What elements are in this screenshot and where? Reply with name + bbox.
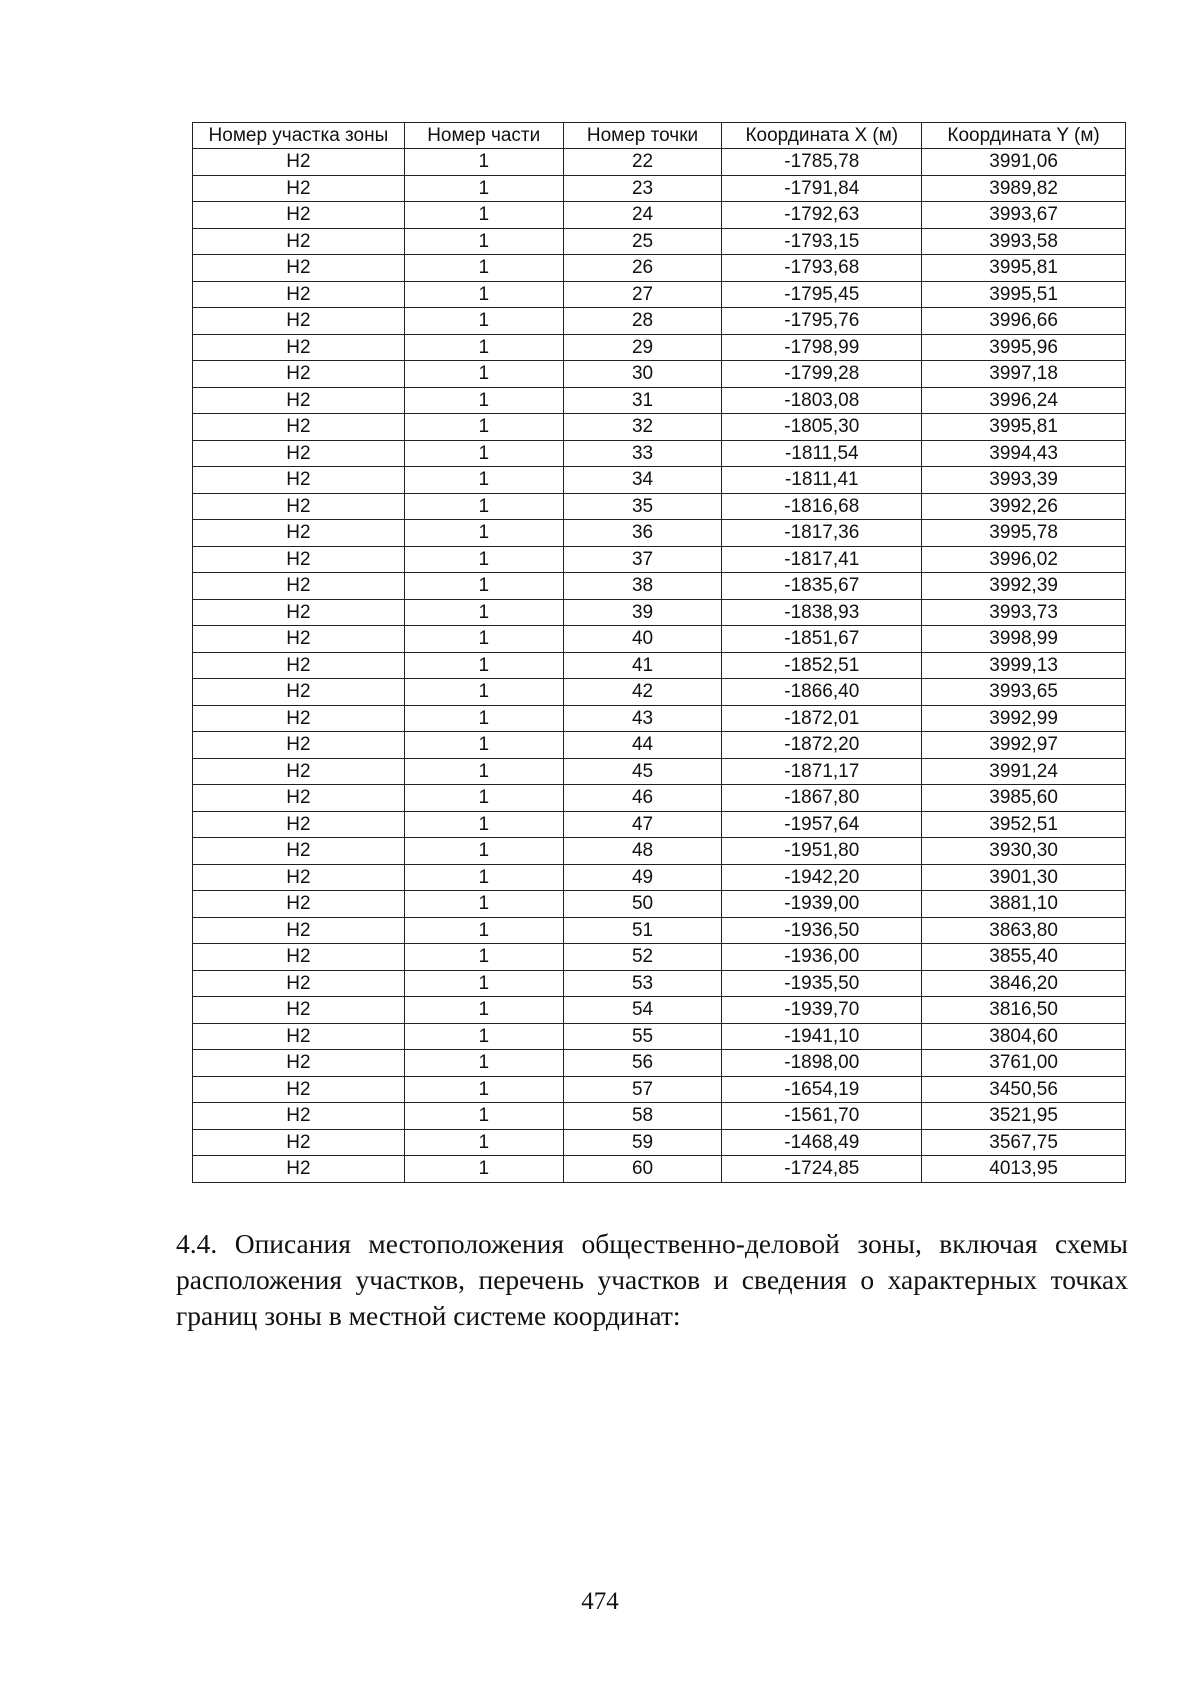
cell-zone-plot-number: Н2 (193, 520, 405, 547)
cell-coordinate-x: -1724,85 (722, 1156, 922, 1183)
cell-part-number: 1 (404, 255, 563, 282)
cell-coordinate-x: -1468,49 (722, 1129, 922, 1156)
cell-coordinate-x: -1941,10 (722, 1023, 922, 1050)
header-part-number: Номер части (404, 123, 563, 149)
cell-coordinate-y: 3804,60 (922, 1023, 1126, 1050)
section-description: 4.4. Описания местоположения общественно-деловой зоны, включая схемы расположения участков, перечень участков и сведения о характерных точках границ зоны в местной системе координат: (176, 1228, 1128, 1331)
cell-part-number: 1 (404, 785, 563, 812)
cell-coordinate-x: -1785,78 (722, 149, 922, 176)
table-row (193, 308, 1126, 335)
cell-zone-plot-number: Н2 (193, 758, 405, 785)
cell-point-number: 26 (563, 255, 722, 282)
coordinates-table (192, 122, 1126, 1183)
cell-point-number: 49 (563, 864, 722, 891)
cell-point-number: 51 (563, 917, 722, 944)
table-row (193, 1023, 1126, 1050)
cell-part-number: 1 (404, 758, 563, 785)
cell-part-number: 1 (404, 838, 563, 865)
cell-part-number: 1 (404, 705, 563, 732)
cell-coordinate-x: -1811,41 (722, 467, 922, 494)
table-row (193, 175, 1126, 202)
table-row (193, 679, 1126, 706)
cell-coordinate-y: 3996,02 (922, 546, 1126, 573)
cell-coordinate-x: -1936,50 (722, 917, 922, 944)
cell-zone-plot-number: Н2 (193, 149, 405, 176)
cell-coordinate-y: 3995,81 (922, 255, 1126, 282)
cell-coordinate-x: -1791,84 (722, 175, 922, 202)
cell-coordinate-x: -1793,68 (722, 255, 922, 282)
table-header (193, 123, 1126, 149)
cell-coordinate-y: 3995,81 (922, 414, 1126, 441)
cell-coordinate-y: 3992,97 (922, 732, 1126, 759)
table-row (193, 440, 1126, 467)
cell-coordinate-y: 3816,50 (922, 997, 1126, 1024)
header-coordinate-x: Координата X (м) (722, 123, 922, 149)
cell-coordinate-y: 3567,75 (922, 1129, 1126, 1156)
cell-part-number: 1 (404, 281, 563, 308)
cell-coordinate-x: -1838,93 (722, 599, 922, 626)
cell-zone-plot-number: Н2 (193, 626, 405, 653)
cell-coordinate-y: 3450,56 (922, 1076, 1126, 1103)
cell-coordinate-y: 3995,96 (922, 334, 1126, 361)
cell-part-number: 1 (404, 414, 563, 441)
table-row (193, 785, 1126, 812)
cell-coordinate-x: -1939,70 (722, 997, 922, 1024)
cell-point-number: 25 (563, 228, 722, 255)
table-row (193, 1050, 1126, 1077)
cell-coordinate-y: 3855,40 (922, 944, 1126, 971)
cell-coordinate-y: 3863,80 (922, 917, 1126, 944)
cell-part-number: 1 (404, 1103, 563, 1130)
cell-part-number: 1 (404, 917, 563, 944)
cell-point-number: 29 (563, 334, 722, 361)
table-row (193, 732, 1126, 759)
cell-part-number: 1 (404, 467, 563, 494)
cell-point-number: 52 (563, 944, 722, 971)
table-row (193, 1129, 1126, 1156)
cell-point-number: 31 (563, 387, 722, 414)
cell-zone-plot-number: Н2 (193, 1103, 405, 1130)
cell-zone-plot-number: Н2 (193, 997, 405, 1024)
cell-coordinate-y: 3993,65 (922, 679, 1126, 706)
cell-point-number: 36 (563, 520, 722, 547)
cell-zone-plot-number: Н2 (193, 281, 405, 308)
cell-coordinate-y: 3985,60 (922, 785, 1126, 812)
cell-part-number: 1 (404, 493, 563, 520)
table-row (193, 917, 1126, 944)
table-row (193, 149, 1126, 176)
cell-coordinate-y: 3996,24 (922, 387, 1126, 414)
cell-part-number: 1 (404, 652, 563, 679)
table-row (193, 281, 1126, 308)
table-row (193, 414, 1126, 441)
cell-part-number: 1 (404, 546, 563, 573)
table-row (193, 1076, 1126, 1103)
cell-zone-plot-number: Н2 (193, 440, 405, 467)
cell-point-number: 60 (563, 1156, 722, 1183)
cell-point-number: 56 (563, 1050, 722, 1077)
cell-coordinate-y: 3989,82 (922, 175, 1126, 202)
table-row (193, 838, 1126, 865)
cell-coordinate-y: 3761,00 (922, 1050, 1126, 1077)
cell-zone-plot-number: Н2 (193, 864, 405, 891)
cell-coordinate-y: 3996,66 (922, 308, 1126, 335)
cell-coordinate-y: 3993,39 (922, 467, 1126, 494)
cell-point-number: 32 (563, 414, 722, 441)
cell-zone-plot-number: Н2 (193, 838, 405, 865)
cell-coordinate-x: -1792,63 (722, 202, 922, 229)
cell-zone-plot-number: Н2 (193, 387, 405, 414)
cell-coordinate-y: 3901,30 (922, 864, 1126, 891)
cell-point-number: 44 (563, 732, 722, 759)
table-row (193, 573, 1126, 600)
cell-coordinate-y: 3992,39 (922, 573, 1126, 600)
cell-coordinate-x: -1935,50 (722, 970, 922, 997)
cell-coordinate-x: -1798,99 (722, 334, 922, 361)
cell-zone-plot-number: Н2 (193, 228, 405, 255)
table-row (193, 652, 1126, 679)
cell-coordinate-y: 3994,43 (922, 440, 1126, 467)
cell-coordinate-x: -1835,67 (722, 573, 922, 600)
cell-part-number: 1 (404, 149, 563, 176)
cell-coordinate-y: 4013,95 (922, 1156, 1126, 1183)
cell-part-number: 1 (404, 1023, 563, 1050)
table-row (193, 255, 1126, 282)
cell-coordinate-x: -1795,45 (722, 281, 922, 308)
table-row (193, 705, 1126, 732)
table-row (193, 811, 1126, 838)
cell-coordinate-y: 3993,73 (922, 599, 1126, 626)
cell-part-number: 1 (404, 573, 563, 600)
cell-point-number: 58 (563, 1103, 722, 1130)
cell-coordinate-y: 3521,95 (922, 1103, 1126, 1130)
table-row (193, 334, 1126, 361)
cell-point-number: 35 (563, 493, 722, 520)
cell-point-number: 43 (563, 705, 722, 732)
cell-zone-plot-number: Н2 (193, 944, 405, 971)
cell-coordinate-y: 3992,99 (922, 705, 1126, 732)
cell-zone-plot-number: Н2 (193, 652, 405, 679)
cell-coordinate-x: -1951,80 (722, 838, 922, 865)
cell-coordinate-x: -1866,40 (722, 679, 922, 706)
cell-part-number: 1 (404, 440, 563, 467)
cell-coordinate-x: -1654,19 (722, 1076, 922, 1103)
cell-part-number: 1 (404, 997, 563, 1024)
cell-part-number: 1 (404, 944, 563, 971)
cell-point-number: 23 (563, 175, 722, 202)
cell-part-number: 1 (404, 1076, 563, 1103)
cell-point-number: 34 (563, 467, 722, 494)
cell-coordinate-x: -1871,17 (722, 758, 922, 785)
cell-part-number: 1 (404, 1129, 563, 1156)
table-header-row (193, 123, 1126, 149)
table-row (193, 1103, 1126, 1130)
header-zone-plot-number: Номер участка зоны (193, 123, 405, 149)
cell-point-number: 27 (563, 281, 722, 308)
cell-point-number: 33 (563, 440, 722, 467)
cell-point-number: 39 (563, 599, 722, 626)
header-point-number: Номер точки (563, 123, 722, 149)
cell-coordinate-y: 3995,51 (922, 281, 1126, 308)
table-row (193, 864, 1126, 891)
cell-zone-plot-number: Н2 (193, 891, 405, 918)
cell-zone-plot-number: Н2 (193, 1050, 405, 1077)
cell-part-number: 1 (404, 864, 563, 891)
header-coordinate-y: Координата Y (м) (922, 123, 1126, 149)
cell-point-number: 37 (563, 546, 722, 573)
cell-coordinate-y: 3999,13 (922, 652, 1126, 679)
cell-coordinate-y: 3991,24 (922, 758, 1126, 785)
cell-coordinate-x: -1872,20 (722, 732, 922, 759)
cell-point-number: 46 (563, 785, 722, 812)
table-row (193, 970, 1126, 997)
cell-zone-plot-number: Н2 (193, 546, 405, 573)
cell-point-number: 57 (563, 1076, 722, 1103)
cell-coordinate-y: 3992,26 (922, 493, 1126, 520)
cell-part-number: 1 (404, 361, 563, 388)
cell-part-number: 1 (404, 334, 563, 361)
table-row (193, 626, 1126, 653)
cell-zone-plot-number: Н2 (193, 175, 405, 202)
cell-zone-plot-number: Н2 (193, 334, 405, 361)
cell-coordinate-y: 3993,58 (922, 228, 1126, 255)
cell-point-number: 40 (563, 626, 722, 653)
cell-zone-plot-number: Н2 (193, 467, 405, 494)
cell-part-number: 1 (404, 891, 563, 918)
cell-part-number: 1 (404, 970, 563, 997)
cell-zone-plot-number: Н2 (193, 255, 405, 282)
table-row (193, 758, 1126, 785)
table-row (193, 228, 1126, 255)
cell-coordinate-x: -1898,00 (722, 1050, 922, 1077)
cell-coordinate-y: 3930,30 (922, 838, 1126, 865)
cell-coordinate-y: 3995,78 (922, 520, 1126, 547)
table-row (193, 944, 1126, 971)
cell-coordinate-y: 3952,51 (922, 811, 1126, 838)
cell-coordinate-x: -1561,70 (722, 1103, 922, 1130)
cell-coordinate-x: -1851,67 (722, 626, 922, 653)
cell-part-number: 1 (404, 228, 563, 255)
cell-coordinate-y: 3998,99 (922, 626, 1126, 653)
cell-coordinate-x: -1799,28 (722, 361, 922, 388)
cell-point-number: 48 (563, 838, 722, 865)
cell-zone-plot-number: Н2 (193, 1023, 405, 1050)
table-row (193, 467, 1126, 494)
table-row (193, 546, 1126, 573)
table-row (193, 599, 1126, 626)
cell-part-number: 1 (404, 202, 563, 229)
cell-part-number: 1 (404, 626, 563, 653)
cell-zone-plot-number: Н2 (193, 202, 405, 229)
cell-point-number: 24 (563, 202, 722, 229)
table-row (193, 997, 1126, 1024)
cell-point-number: 28 (563, 308, 722, 335)
cell-part-number: 1 (404, 175, 563, 202)
cell-coordinate-x: -1811,54 (722, 440, 922, 467)
cell-part-number: 1 (404, 679, 563, 706)
cell-point-number: 42 (563, 679, 722, 706)
cell-coordinate-y: 3846,20 (922, 970, 1126, 997)
cell-coordinate-x: -1816,68 (722, 493, 922, 520)
cell-zone-plot-number: Н2 (193, 785, 405, 812)
cell-zone-plot-number: Н2 (193, 1129, 405, 1156)
table-row (193, 493, 1126, 520)
cell-coordinate-x: -1817,36 (722, 520, 922, 547)
cell-part-number: 1 (404, 1156, 563, 1183)
cell-coordinate-y: 3881,10 (922, 891, 1126, 918)
table-row (193, 891, 1126, 918)
table-body (193, 149, 1126, 1183)
cell-coordinate-x: -1793,15 (722, 228, 922, 255)
cell-point-number: 53 (563, 970, 722, 997)
cell-point-number: 54 (563, 997, 722, 1024)
cell-part-number: 1 (404, 599, 563, 626)
cell-point-number: 50 (563, 891, 722, 918)
cell-point-number: 38 (563, 573, 722, 600)
cell-point-number: 47 (563, 811, 722, 838)
cell-coordinate-x: -1942,20 (722, 864, 922, 891)
cell-zone-plot-number: Н2 (193, 1156, 405, 1183)
cell-part-number: 1 (404, 1050, 563, 1077)
cell-part-number: 1 (404, 308, 563, 335)
cell-coordinate-x: -1957,64 (722, 811, 922, 838)
cell-point-number: 55 (563, 1023, 722, 1050)
cell-zone-plot-number: Н2 (193, 732, 405, 759)
cell-zone-plot-number: Н2 (193, 970, 405, 997)
cell-part-number: 1 (404, 387, 563, 414)
cell-zone-plot-number: Н2 (193, 705, 405, 732)
cell-zone-plot-number: Н2 (193, 414, 405, 441)
cell-point-number: 22 (563, 149, 722, 176)
table-row (193, 1156, 1126, 1183)
cell-point-number: 41 (563, 652, 722, 679)
cell-zone-plot-number: Н2 (193, 679, 405, 706)
cell-coordinate-x: -1872,01 (722, 705, 922, 732)
cell-point-number: 59 (563, 1129, 722, 1156)
cell-coordinate-x: -1867,80 (722, 785, 922, 812)
cell-part-number: 1 (404, 732, 563, 759)
table-row (193, 387, 1126, 414)
cell-part-number: 1 (404, 811, 563, 838)
cell-coordinate-x: -1939,00 (722, 891, 922, 918)
cell-zone-plot-number: Н2 (193, 573, 405, 600)
table-row (193, 520, 1126, 547)
cell-zone-plot-number: Н2 (193, 361, 405, 388)
cell-coordinate-y: 3997,18 (922, 361, 1126, 388)
cell-zone-plot-number: Н2 (193, 811, 405, 838)
cell-point-number: 45 (563, 758, 722, 785)
page-number: 474 (581, 1588, 619, 1615)
table-row (193, 361, 1126, 388)
cell-coordinate-x: -1852,51 (722, 652, 922, 679)
cell-coordinate-x: -1817,41 (722, 546, 922, 573)
cell-zone-plot-number: Н2 (193, 1076, 405, 1103)
cell-zone-plot-number: Н2 (193, 493, 405, 520)
cell-zone-plot-number: Н2 (193, 308, 405, 335)
cell-coordinate-y: 3993,67 (922, 202, 1126, 229)
cell-point-number: 30 (563, 361, 722, 388)
cell-zone-plot-number: Н2 (193, 917, 405, 944)
cell-zone-plot-number: Н2 (193, 599, 405, 626)
cell-coordinate-x: -1936,00 (722, 944, 922, 971)
cell-coordinate-x: -1795,76 (722, 308, 922, 335)
cell-coordinate-x: -1803,08 (722, 387, 922, 414)
table-row (193, 202, 1126, 229)
cell-part-number: 1 (404, 520, 563, 547)
cell-coordinate-y: 3991,06 (922, 149, 1126, 176)
cell-coordinate-x: -1805,30 (722, 414, 922, 441)
